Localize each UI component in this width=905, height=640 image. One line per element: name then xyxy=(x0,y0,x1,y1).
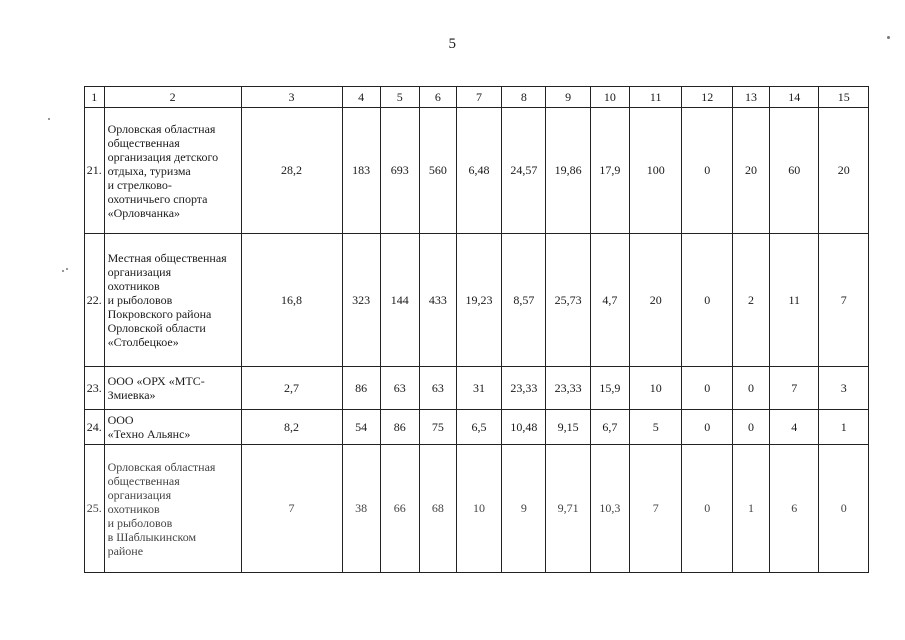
row-number: 24. xyxy=(85,410,105,445)
value-cell-col-3: 2,7 xyxy=(241,367,342,410)
value-cell-col-13: 2 xyxy=(732,234,769,367)
scan-speck xyxy=(66,268,68,270)
value-cell-col-5: 66 xyxy=(380,445,419,573)
value-cell-col-11: 7 xyxy=(629,445,682,573)
value-cell-col-7: 31 xyxy=(456,367,501,410)
organization-name-line: «Орловчанка» xyxy=(107,205,181,220)
table-row xyxy=(85,367,869,410)
value-cell-col-9: 23,33 xyxy=(546,367,590,410)
data-table xyxy=(84,86,869,573)
value-cell-col-6: 63 xyxy=(419,367,456,410)
value-cell-col-15: 1 xyxy=(819,410,869,445)
value-cell-col-3: 7 xyxy=(241,445,342,573)
table-row xyxy=(85,445,869,573)
organization-name xyxy=(104,234,241,367)
value-cell-col-7: 10 xyxy=(456,445,501,573)
value-cell-col-10: 15,9 xyxy=(590,367,629,410)
header-row xyxy=(85,87,869,108)
value-cell-col-13: 20 xyxy=(732,108,769,234)
header-cell: 5 xyxy=(380,87,419,108)
header-cell: 14 xyxy=(770,87,819,108)
value-cell-col-8: 9 xyxy=(502,445,546,573)
organization-name-line: организация xyxy=(107,265,172,279)
value-cell-col-9: 9,15 xyxy=(546,410,590,445)
page-number: 5 xyxy=(448,36,457,52)
header-cell: 10 xyxy=(590,87,629,108)
organization-name-line: и рыболовов xyxy=(107,293,173,307)
organization-name xyxy=(104,410,241,445)
table-row xyxy=(85,234,869,367)
value-cell-col-7: 6,5 xyxy=(456,410,501,445)
organization-name-line: и стрелково- xyxy=(107,177,172,192)
organization-name-line: организация детского xyxy=(107,149,219,164)
value-cell-col-14: 6 xyxy=(770,445,819,573)
value-cell-col-14: 60 xyxy=(770,108,819,234)
organization-name-line: районе xyxy=(107,543,144,558)
organization-name-line: ООО xyxy=(107,413,134,427)
value-cell-col-6: 75 xyxy=(419,410,456,445)
organization-name-line: Орловская областная xyxy=(107,121,216,136)
value-cell-col-4: 183 xyxy=(342,108,380,234)
value-cell-col-8: 24,57 xyxy=(502,108,546,234)
header-cell: 4 xyxy=(342,87,380,108)
value-cell-col-4: 54 xyxy=(342,410,380,445)
organization-name-line: «Столбецкое» xyxy=(107,335,179,349)
value-cell-col-9: 9,71 xyxy=(546,445,590,573)
organization-name-line: и рыболовов xyxy=(107,515,173,530)
value-cell-col-6: 433 xyxy=(419,234,456,367)
value-cell-col-3: 28,2 xyxy=(241,108,342,234)
header-cell: 12 xyxy=(682,87,732,108)
value-cell-col-5: 144 xyxy=(380,234,419,367)
organization-name-line: Местная общественная xyxy=(107,251,227,265)
value-cell-col-13: 0 xyxy=(732,367,769,410)
header-cell: 11 xyxy=(629,87,682,108)
value-cell-col-4: 86 xyxy=(342,367,380,410)
header-cell: 6 xyxy=(419,87,456,108)
scan-speck xyxy=(887,36,890,39)
organization-name-line: в Шаблыкинском xyxy=(107,529,197,544)
organization-name-line: организация xyxy=(107,487,172,502)
header-cell: 1 xyxy=(85,87,105,108)
value-cell-col-5: 86 xyxy=(380,410,419,445)
organization-name-line: охотников xyxy=(107,501,160,516)
value-cell-col-12: 0 xyxy=(682,108,732,234)
organization-name-line: Орловская областная xyxy=(107,459,216,474)
organization-name-line: охотничьего спорта xyxy=(107,191,208,206)
value-cell-col-9: 19,86 xyxy=(546,108,590,234)
scan-speck xyxy=(48,118,50,120)
value-cell-col-13: 0 xyxy=(732,410,769,445)
organization-name-line: Покровского района xyxy=(107,307,212,321)
header-cell: 7 xyxy=(456,87,501,108)
value-cell-col-12: 0 xyxy=(682,445,732,573)
value-cell-col-15: 20 xyxy=(819,108,869,234)
value-cell-col-14: 4 xyxy=(770,410,819,445)
value-cell-col-12: 0 xyxy=(682,367,732,410)
organization-name xyxy=(104,108,241,234)
value-cell-col-14: 7 xyxy=(770,367,819,410)
value-cell-col-10: 10,3 xyxy=(590,445,629,573)
organization-name-line: отдыха, туризма xyxy=(107,163,191,178)
header-cell: 2 xyxy=(104,87,241,108)
value-cell-col-9: 25,73 xyxy=(546,234,590,367)
value-cell-col-11: 100 xyxy=(629,108,682,234)
row-number: 21. xyxy=(85,108,105,234)
value-cell-col-6: 68 xyxy=(419,445,456,573)
value-cell-col-8: 8,57 xyxy=(502,234,546,367)
table-row xyxy=(85,410,869,445)
value-cell-col-15: 3 xyxy=(819,367,869,410)
value-cell-col-8: 10,48 xyxy=(502,410,546,445)
value-cell-col-10: 17,9 xyxy=(590,108,629,234)
value-cell-col-10: 4,7 xyxy=(590,234,629,367)
header-cell: 13 xyxy=(732,87,769,108)
value-cell-col-11: 10 xyxy=(629,367,682,410)
value-cell-col-11: 5 xyxy=(629,410,682,445)
scan-speck xyxy=(62,270,64,272)
row-number: 22. xyxy=(85,234,105,367)
organization-name-line: охотников xyxy=(107,279,160,293)
organization-name-line: Орловской области xyxy=(107,321,206,335)
value-cell-col-4: 323 xyxy=(342,234,380,367)
value-cell-col-6: 560 xyxy=(419,108,456,234)
value-cell-col-12: 0 xyxy=(682,234,732,367)
value-cell-col-15: 0 xyxy=(819,445,869,573)
value-cell-col-15: 7 xyxy=(819,234,869,367)
organization-name xyxy=(104,367,241,410)
value-cell-col-3: 16,8 xyxy=(241,234,342,367)
value-cell-col-10: 6,7 xyxy=(590,410,629,445)
organization-name-line: общественная xyxy=(107,473,180,488)
value-cell-col-7: 19,23 xyxy=(456,234,501,367)
value-cell-col-8: 23,33 xyxy=(502,367,546,410)
value-cell-col-13: 1 xyxy=(732,445,769,573)
header-cell: 8 xyxy=(502,87,546,108)
organization-name-line: «Техно Альянс» xyxy=(107,427,191,441)
header-cell: 15 xyxy=(819,87,869,108)
value-cell-col-4: 38 xyxy=(342,445,380,573)
value-cell-col-14: 11 xyxy=(770,234,819,367)
organization-name-line: ООО «ОРХ «МТС- xyxy=(107,374,205,388)
header-cell: 9 xyxy=(546,87,590,108)
header-cell: 3 xyxy=(241,87,342,108)
table-row xyxy=(85,108,869,234)
table-body xyxy=(85,87,869,573)
value-cell-col-3: 8,2 xyxy=(241,410,342,445)
value-cell-col-12: 0 xyxy=(682,410,732,445)
organization-name xyxy=(104,445,241,573)
value-cell-col-5: 693 xyxy=(380,108,419,234)
organization-name-line: общественная xyxy=(107,135,180,150)
value-cell-col-7: 6,48 xyxy=(456,108,501,234)
row-number: 23. xyxy=(85,367,105,410)
value-cell-col-11: 20 xyxy=(629,234,682,367)
row-number: 25. xyxy=(85,445,105,573)
organization-name-line: Змиевка» xyxy=(107,388,156,402)
value-cell-col-5: 63 xyxy=(380,367,419,410)
